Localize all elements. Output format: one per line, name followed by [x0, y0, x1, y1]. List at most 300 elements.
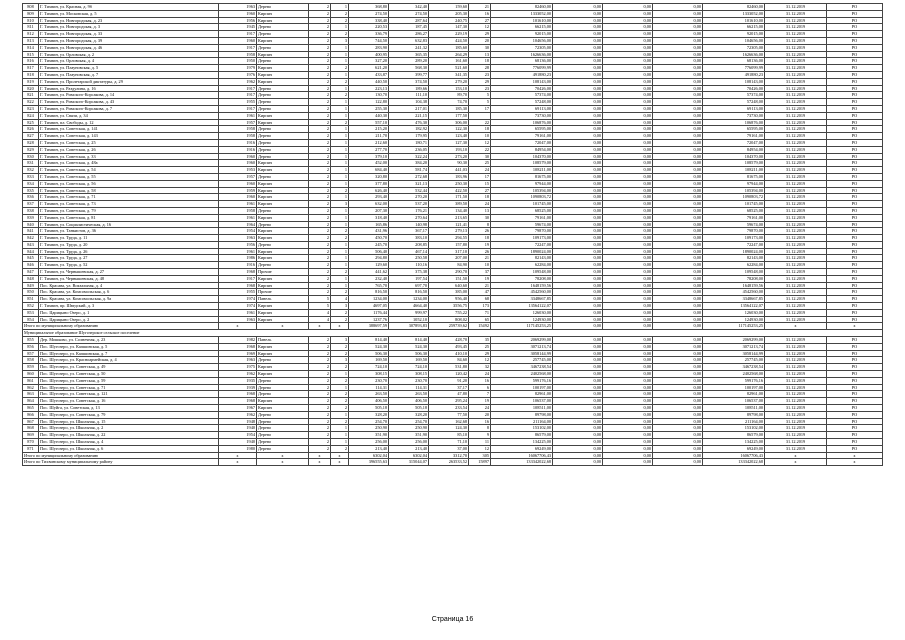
table-cell: 31.12.2019 [765, 235, 827, 242]
table-cell: 0,00 [603, 201, 653, 208]
table-cell: 858 [23, 357, 39, 364]
table-cell: 1959 [219, 187, 257, 194]
table-cell: 2 [309, 371, 331, 378]
table-cell: 328,20 [389, 411, 429, 418]
table-cell: 2 [309, 445, 331, 452]
table-cell: 0,00 [553, 439, 603, 446]
table-cell: 31.12.2019 [765, 309, 827, 316]
table-cell: 868 [23, 425, 39, 432]
table-cell: 0,00 [653, 207, 703, 214]
table-cell: Кирпич [257, 371, 309, 378]
table-cell: 0,00 [603, 44, 653, 51]
table-cell: Пос. Красава, ул. Комсомольская, д. 6 [39, 289, 219, 296]
table-cell: 72047,00 [491, 139, 553, 146]
table-cell: РО [827, 78, 883, 85]
table-cell: 2 [309, 343, 331, 350]
table-cell: 66215,00 [703, 24, 765, 31]
table-cell: 320,80 [349, 173, 389, 180]
table-cell: 1935 [219, 377, 257, 384]
table-cell: 5 [469, 92, 491, 99]
table-cell: 0,00 [603, 17, 653, 24]
table-cell: 2 [309, 17, 331, 24]
table-cell: 1980 [219, 445, 257, 452]
table-cell: Пос. Царицыно Озеро, д. 2 [39, 316, 219, 323]
table-cell: 3467238,54 [491, 364, 553, 371]
total-cell: x [219, 459, 257, 466]
table-cell: Кирпич [257, 37, 309, 44]
table-cell: Г. Тихвин, ул. Советская, д. 54 [39, 167, 219, 174]
table-cell: 0,00 [653, 44, 703, 51]
table-cell: 256,00 [349, 439, 389, 446]
table-row [23, 255, 883, 262]
table-row [23, 391, 883, 398]
table-cell: 0,00 [653, 58, 703, 65]
table-cell: 0,00 [653, 241, 703, 248]
table-cell: 26 [469, 228, 491, 235]
table-cell: 956,40 [429, 296, 469, 303]
table-cell: 211164,00 [703, 418, 765, 425]
table-cell: 837 [23, 201, 39, 208]
table-cell: 19 [469, 275, 491, 282]
table-cell: 193,10 [429, 146, 469, 153]
table-cell: 72305,00 [491, 44, 553, 51]
table-cell: 431,96 [349, 228, 389, 235]
table-cell: 0,00 [603, 85, 653, 92]
table-cell: 126030,00 [491, 309, 553, 316]
table-cell: 814 [23, 44, 39, 51]
table-cell: 2 [309, 99, 331, 106]
table-cell: 289,20 [389, 58, 429, 65]
table-cell: Кирпич [257, 275, 309, 282]
table-cell: Пос. Шугозеро, ул. Школьная, д. 6 [39, 445, 219, 452]
table-cell: 1237,76 [349, 316, 389, 323]
table-cell: 273,20 [429, 153, 469, 160]
table-cell: 1 [331, 282, 349, 289]
table-cell: 1 [331, 221, 349, 228]
table-cell: 0,00 [553, 445, 603, 452]
table-cell: 25 [469, 160, 491, 167]
table-cell: 79161,00 [491, 133, 553, 140]
table-cell: 153102,00 [491, 425, 553, 432]
table-cell: 4 [309, 316, 331, 323]
table-cell: 697,70 [389, 282, 429, 289]
total-cell: x [765, 459, 827, 466]
table-cell: 10 [469, 133, 491, 140]
table-cell: 1916 [219, 146, 257, 153]
table-cell: 153102,00 [703, 425, 765, 432]
table-cell: 108579,00 [491, 160, 553, 167]
total-cell: x [309, 452, 331, 459]
total-cell: 16067706,43 [491, 452, 553, 459]
table-cell: 826 [23, 126, 39, 133]
table-cell: 106876,00 [491, 119, 553, 126]
table-cell: 0,00 [603, 371, 653, 378]
table-cell: 809 [23, 10, 39, 17]
table-cell: 724,10 [389, 364, 429, 371]
table-cell: Г. Тихвин, ул. Советская, д. 56 [39, 180, 219, 187]
table-cell: 336,79 [349, 31, 389, 38]
table-cell: 1953 [219, 167, 257, 174]
table-cell: Кирпич [257, 343, 309, 350]
table-cell: Г. Тихвин, ул. Новгородская, д. 3 [39, 24, 219, 31]
table-cell: 854 [23, 316, 39, 323]
table-cell: 0,00 [653, 398, 703, 405]
table-cell: 120,42 [429, 371, 469, 378]
table-cell: 843 [23, 241, 39, 248]
total-cell: 117145253,25 [703, 323, 765, 330]
total-cell: x [765, 323, 827, 330]
table-cell: 82143,00 [703, 255, 765, 262]
table-cell: 24 [469, 201, 491, 208]
table-cell: 0,00 [553, 309, 603, 316]
table-cell: 31.12.2019 [765, 289, 827, 296]
register-sheet [22, 3, 882, 466]
table-cell: 240,75 [429, 17, 469, 24]
table-cell: 820 [23, 85, 39, 92]
table-cell: 2402568,00 [703, 371, 765, 378]
table-cell: 0,00 [603, 153, 653, 160]
table-cell: 179,95 [389, 133, 429, 140]
table-cell: Дерево [257, 44, 309, 51]
table-cell: 0,00 [553, 139, 603, 146]
table-cell: 241,32 [389, 44, 429, 51]
table-cell: 31.12.2019 [765, 221, 827, 228]
table-cell: Г. Тихвин, ул. Плауновская, д. 5 [39, 65, 219, 72]
table-cell: 626,40 [349, 187, 389, 194]
table-cell: 153,10 [429, 85, 469, 92]
table-cell: 0,00 [553, 432, 603, 439]
table-cell: Дерево [257, 139, 309, 146]
table-cell: 383,10 [389, 235, 429, 242]
table-cell: 2 [309, 31, 331, 38]
table-cell: 72247,00 [491, 241, 553, 248]
table-cell: 1917 [219, 31, 257, 38]
table-cell: 0,00 [653, 357, 703, 364]
table-cell: 23 [469, 71, 491, 78]
table-cell: 1960 [219, 160, 257, 167]
table-cell: 338,40 [349, 17, 389, 24]
table-cell: 165,86 [349, 221, 389, 228]
table-cell: Г. Тихвин, пр. Шведский, д. 3 [39, 303, 219, 310]
table-cell: 220,53 [349, 24, 389, 31]
table-cell: 30 [469, 214, 491, 221]
table-cell: 123,40 [429, 133, 469, 140]
table-cell: Г. Тихвин, ул. Новгородская, д. 46 [39, 44, 219, 51]
table-cell: 0,00 [603, 337, 653, 344]
table-cell: 57248,00 [491, 99, 553, 106]
table-cell: 0,00 [603, 173, 653, 180]
table-cell: 1950 [219, 58, 257, 65]
table-cell: 0,00 [653, 391, 703, 398]
table-cell: 1958 [219, 126, 257, 133]
table-cell: 1957 [219, 119, 257, 126]
table-cell: 0,00 [653, 364, 703, 371]
table-cell: 185,30 [429, 105, 469, 112]
table-cell: Г. Тихвин, ул. Плауновская, д. 7 [39, 71, 219, 78]
table-cell: 151,50 [429, 275, 469, 282]
table-cell: РО [827, 350, 883, 357]
table-cell: 2 [309, 126, 331, 133]
table-cell: Г. Тихвин, ул. Советская, д. 55 [39, 173, 219, 180]
table-cell: 1974 [219, 296, 257, 303]
table-cell: Пос. Шугозеро, ул. Советская, д. 79 [39, 411, 219, 418]
table-cell: 1948 [219, 418, 257, 425]
table-cell: 4664,40 [389, 303, 429, 310]
table-cell: 493,45 [429, 343, 469, 350]
table-cell: Кирпич [257, 71, 309, 78]
table-cell: 104656,00 [491, 37, 553, 44]
table-cell: 19 [469, 398, 491, 405]
table-cell: 1954 [219, 432, 257, 439]
table-row [23, 418, 883, 425]
table-cell: 31.12.2019 [765, 139, 827, 146]
table-cell: 822 [23, 99, 39, 106]
table-cell: Г. Тихвин, ул. Пролетарской диктатуры, д. 29 [39, 78, 219, 85]
table-cell: 0,00 [653, 133, 703, 140]
table-cell: 1982 [219, 337, 257, 344]
table-cell: 31.12.2019 [765, 269, 827, 276]
table-cell: РО [827, 241, 883, 248]
table-cell: 0,00 [603, 275, 653, 282]
table-cell: 1962 [219, 78, 257, 85]
table-cell: 856 [23, 343, 39, 350]
table-cell: Г. Тихвин, ул. Орловская, д. 4 [39, 58, 219, 65]
table-cell: 2 [309, 425, 331, 432]
table-cell: 250,90 [349, 425, 389, 432]
table-cell: 1 [331, 133, 349, 140]
table-cell: РО [827, 255, 883, 262]
table-cell: 101610,00 [703, 17, 765, 24]
table-cell: 31.12.2019 [765, 78, 827, 85]
table-cell: Кирпич [257, 10, 309, 17]
table-cell: 70426,00 [703, 85, 765, 92]
table-cell: 2 [309, 269, 331, 276]
table-cell: Кирпич [257, 405, 309, 412]
table-cell: Г. Тихвин, ул. Римского-Корсакова, д. 43 [39, 99, 219, 106]
table-cell: 1967 [219, 405, 257, 412]
table-row [23, 4, 883, 11]
table-cell: 31.12.2019 [765, 92, 827, 99]
table-cell: Кирпич [257, 160, 309, 167]
table-cell: 834 [23, 180, 39, 187]
table-cell: 21 [469, 4, 491, 11]
table-cell: 2 [331, 269, 349, 276]
table-cell: Дерево [257, 357, 309, 364]
table-cell: Дерево [257, 92, 309, 99]
table-cell: 68136,00 [491, 58, 553, 65]
table-cell: РО [827, 316, 883, 323]
table-cell: 2 [331, 235, 349, 242]
table-row [23, 248, 883, 255]
table-row [23, 44, 883, 51]
table-cell: РО [827, 371, 883, 378]
table-cell: 1 [331, 194, 349, 201]
table-cell: 1963 [219, 357, 257, 364]
table-cell: Пос. Шугозеро, ул. Советская, д. 71 [39, 384, 219, 391]
table-cell: 724,10 [349, 364, 389, 371]
table-cell: 0,00 [603, 405, 653, 412]
table-cell: 506,30 [389, 350, 429, 357]
table-row [23, 364, 883, 371]
table-cell: 24 [469, 371, 491, 378]
table-cell: 82961,00 [491, 391, 553, 398]
table-cell: 1 [331, 44, 349, 51]
table-cell: 1960 [219, 153, 257, 160]
table-cell: 1 [331, 24, 349, 31]
table-cell: Дерево [257, 418, 309, 425]
table-cell: 0,00 [653, 153, 703, 160]
table-cell: 7 [469, 391, 491, 398]
table-row [23, 201, 883, 208]
table-cell: 0,00 [553, 316, 603, 323]
table-cell: 0,00 [603, 343, 653, 350]
table-row [23, 10, 883, 17]
table-cell: Дерево [257, 241, 309, 248]
table-cell: 0,00 [603, 282, 653, 289]
table-cell: 1 [331, 4, 349, 11]
table-cell: 857 [23, 350, 39, 357]
table-cell: 776099,99 [703, 65, 765, 72]
table-cell: 92015,00 [491, 31, 553, 38]
table-cell: 1961 [219, 214, 257, 221]
table-cell: 71 [469, 309, 491, 316]
table-cell: 31.12.2019 [765, 248, 827, 255]
table-cell: 870 [23, 439, 39, 446]
table-cell: Пос. Шугозеро, ул. Советская, д. 59 [39, 377, 219, 384]
total-cell: 315044,07 [389, 459, 429, 466]
table-cell: 82143,00 [491, 255, 553, 262]
table-cell: 4542560,00 [491, 289, 553, 296]
table-cell: Г. Тихвин, ул. Советская, д. 81 [39, 214, 219, 221]
table-row [23, 207, 883, 214]
table-row [23, 180, 883, 187]
table-cell: 0,00 [653, 24, 703, 31]
table-cell: 815 [23, 51, 39, 58]
table-cell: 0,00 [603, 309, 653, 316]
table-cell: 1 [331, 207, 349, 214]
table-cell: 869 [23, 432, 39, 439]
table-cell: 0,00 [653, 432, 703, 439]
table-cell: 270,20 [389, 194, 429, 201]
total-cell: 0,00 [603, 323, 653, 330]
table-cell: 399,77 [389, 71, 429, 78]
table-cell: 1916 [219, 139, 257, 146]
table-cell: 0,00 [553, 78, 603, 85]
table-cell: 823 [23, 105, 39, 112]
table-cell: 108143,00 [491, 78, 553, 85]
table-cell: 506,30 [349, 350, 389, 357]
table-cell: 106537,00 [491, 398, 553, 405]
table-cell: 0,00 [553, 167, 603, 174]
table-cell: 183,96 [429, 173, 469, 180]
table-cell: 0,00 [553, 37, 603, 44]
table-cell: 0,00 [653, 303, 703, 310]
table-cell: 171,50 [429, 194, 469, 201]
table-cell: 839 [23, 214, 39, 221]
table-cell: 12 [469, 445, 491, 452]
table-cell: 841 [23, 228, 39, 235]
table-cell: 2 [309, 133, 331, 140]
table-cell: 1945 [219, 24, 257, 31]
table-row [23, 350, 883, 357]
table-cell: 0,00 [653, 418, 703, 425]
table-cell: 2 [331, 10, 349, 17]
table-cell: 2 [309, 391, 331, 398]
table-cell: 28 [469, 65, 491, 72]
table-cell: 537,20 [389, 201, 429, 208]
table-cell: 264,29 [429, 51, 469, 58]
table-cell: 849 [23, 282, 39, 289]
table-cell: Пос. Шуйга, ул. Советская, д. 13 [39, 405, 219, 412]
total-cell: 263533,52 [429, 459, 469, 466]
table-cell: 1 [331, 262, 349, 269]
table-cell: 2 [309, 4, 331, 11]
table-cell: 293,40 [349, 194, 389, 201]
table-cell: 5 [309, 296, 331, 303]
table-cell: Пос. Шугозеро, ул. Советская, д. 50 [39, 371, 219, 378]
table-cell: 0,00 [553, 384, 603, 391]
table-cell: 0,00 [603, 391, 653, 398]
table-cell: 0,00 [653, 275, 703, 282]
table-cell: 31.12.2019 [765, 133, 827, 140]
table-cell: 86579,00 [703, 432, 765, 439]
table-cell: Пос. Шугозеро, ул. Школьная, д. 4 [39, 439, 219, 446]
table-cell: Дерево [257, 439, 309, 446]
total-cell: 16067706,43 [703, 452, 765, 459]
table-row [23, 92, 883, 99]
table-cell: 830 [23, 153, 39, 160]
table-cell: Г. Тихвин, ул. Красная, д. 9б [39, 4, 219, 11]
table-cell: Дерево [257, 262, 309, 269]
table-cell: 31.12.2019 [765, 173, 827, 180]
table-cell: 215,20 [349, 126, 389, 133]
table-cell: 0,00 [553, 377, 603, 384]
table-cell: 31.12.2019 [765, 303, 827, 310]
table-row [23, 309, 883, 316]
table-cell: 847 [23, 269, 39, 276]
table-cell: 5 [309, 303, 331, 310]
table-row [23, 37, 883, 44]
table-cell: 245,70 [349, 241, 389, 248]
table-cell: 440,50 [349, 78, 389, 85]
table-cell: 328,20 [349, 411, 389, 418]
table-cell: 31.12.2019 [765, 126, 827, 133]
table-cell: 821 [23, 92, 39, 99]
table-cell: 213,40 [389, 445, 429, 452]
table-cell: 3071213,74 [703, 343, 765, 350]
table-cell: 59674,00 [703, 221, 765, 228]
table-cell: 0,00 [603, 425, 653, 432]
table-cell: 467,14 [389, 248, 429, 255]
table-cell: 12 [469, 357, 491, 364]
table-cell: 101745,00 [703, 201, 765, 208]
table-cell: 27 [469, 187, 491, 194]
table-cell: РО [827, 439, 883, 446]
table-cell: 2 [309, 51, 331, 58]
table-cell: 2 [309, 405, 331, 412]
table-row [23, 105, 883, 112]
table-cell: 0,00 [553, 187, 603, 194]
table-cell: 3058144,99 [491, 350, 553, 357]
table-cell: 0,00 [553, 391, 603, 398]
table-cell: Кирпич [257, 180, 309, 187]
table-cell: 31.12.2019 [765, 316, 827, 323]
table-cell: Пос. Шугозеро, ул. Капшинская, д. 5 [39, 343, 219, 350]
table-cell: 111,10 [389, 92, 429, 99]
table-cell: 250,58 [389, 255, 429, 262]
total-cell: x [219, 452, 257, 459]
table-cell: 532,44 [389, 187, 429, 194]
